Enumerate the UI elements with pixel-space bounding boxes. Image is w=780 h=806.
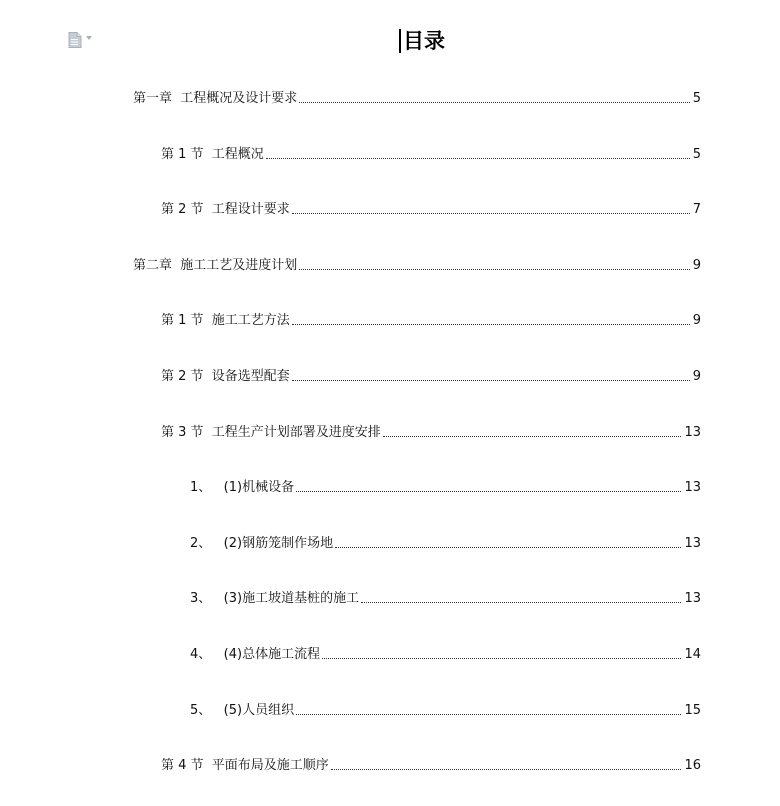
toc-page-number: 9 [692, 369, 701, 384]
dot-leader [292, 380, 690, 381]
toc-page-number: 7 [692, 202, 701, 217]
toc-page-number: 16 [684, 758, 701, 773]
page-title: 目录 [403, 28, 445, 53]
toc-page-number: 5 [692, 91, 701, 106]
toc-entry-label: 第 1 节 工程概况 [161, 147, 264, 162]
toc-page-number: 13 [684, 480, 701, 495]
chevron-down-icon[interactable] [86, 36, 92, 40]
toc-entry-label: 3、 (3)施工坡道基桩的施工 [190, 591, 360, 606]
toc-page-number: 9 [692, 313, 701, 328]
dot-leader [361, 602, 681, 603]
dot-leader [292, 324, 690, 325]
toc-entry[interactable] [190, 476, 701, 496]
toc-page-number: 13 [684, 536, 701, 551]
toc-entry[interactable] [161, 198, 701, 218]
toc-entry[interactable] [161, 754, 701, 774]
toc-entry[interactable] [190, 699, 701, 719]
toc-page-number: 15 [684, 703, 701, 718]
document-icon[interactable] [68, 32, 82, 48]
dot-leader [331, 769, 682, 770]
dot-leader [296, 491, 681, 492]
toc-entry[interactable] [161, 143, 701, 163]
toc-page-number: 13 [684, 591, 701, 606]
toc-entry-label: 第 4 节 平面布局及施工顺序 [161, 758, 329, 773]
dot-leader [292, 213, 690, 214]
toc-entry-label: 5、 (5)人员组织 [190, 703, 295, 718]
toc-entry[interactable] [190, 643, 701, 663]
toc-entry-label: 4、 (4)总体施工流程 [190, 647, 321, 662]
toc-page-number: 13 [684, 425, 701, 440]
toc-page-number: 14 [684, 647, 701, 662]
toc-entry-label: 第 1 节 施工工艺方法 [161, 313, 290, 328]
dot-leader [383, 436, 682, 437]
toc-entry-label: 第一章 工程概况及设计要求 [133, 91, 298, 106]
toc-entry-label: 第 3 节 工程生产计划部署及进度安排 [161, 425, 381, 440]
toc-entry-label: 2、 (2)钢筋笼制作场地 [190, 536, 334, 551]
toc-entry[interactable] [161, 309, 701, 329]
dot-leader [299, 102, 689, 103]
toc-entry[interactable] [190, 587, 701, 607]
toc-entry-label: 第 2 节 工程设计要求 [161, 202, 290, 217]
toc-entry[interactable] [133, 87, 701, 107]
toc-entry[interactable] [161, 421, 701, 441]
toc-entry[interactable] [190, 532, 701, 552]
dot-leader [296, 714, 681, 715]
toc-page-number: 5 [692, 147, 701, 162]
dot-leader [299, 269, 689, 270]
toc-entry-label: 第 2 节 设备选型配套 [161, 369, 290, 384]
toc-entry[interactable] [161, 365, 701, 385]
toc-entry-label: 第二章 施工工艺及进度计划 [133, 258, 298, 273]
dot-leader [266, 158, 690, 159]
toc-entry[interactable] [133, 254, 701, 274]
dot-leader [322, 658, 681, 659]
toc-entry-label: 1、 (1)机械设备 [190, 480, 295, 495]
dot-leader [335, 547, 681, 548]
toc-page-number: 9 [692, 258, 701, 273]
text-cursor [399, 29, 401, 53]
